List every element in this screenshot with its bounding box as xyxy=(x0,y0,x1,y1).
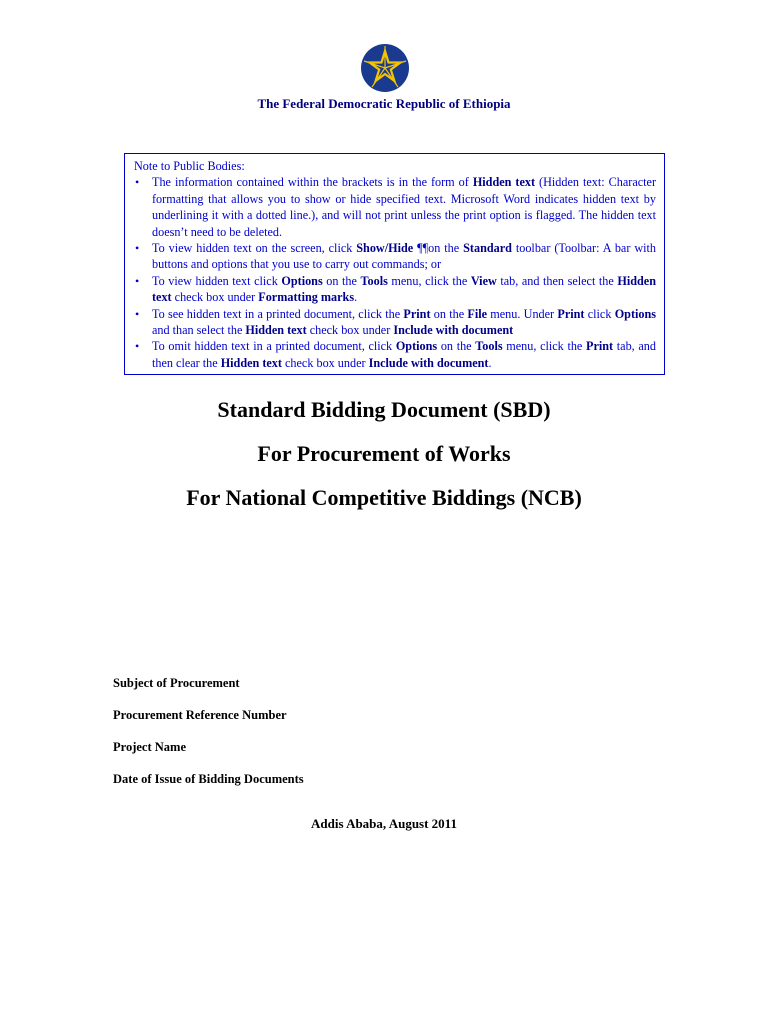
bullet-icon: • xyxy=(135,306,140,321)
document-subtitle-ncb: For National Competitive Biddings (NCB) xyxy=(186,485,582,510)
field-procurement-reference-number: Procurement Reference Number xyxy=(113,708,287,722)
bullet-icon: • xyxy=(135,339,140,354)
note-heading: Note to Public Bodies: xyxy=(134,159,245,173)
note-item: • To see hidden text in a printed document, click the Print on the File menu. Under Print click Options and than select the Hidden text check box under Include with document xyxy=(135,306,657,338)
note-item: • To omit hidden text in a printed document, click Options on the Tools menu, click the Print tab, and then clear the Hidden text check box under Include with document. xyxy=(135,339,656,370)
document-title: Standard Bidding Document (SBD) xyxy=(217,397,551,422)
field-date-of-issue: Date of Issue of Bidding Documents xyxy=(113,772,304,786)
republic-name: The Federal Democratic Republic of Ethiopia xyxy=(257,96,511,111)
bullet-icon: • xyxy=(135,241,140,256)
ethiopian-star-emblem-icon xyxy=(360,43,410,93)
field-project-name: Project Name xyxy=(113,740,186,754)
note-item: • The information contained within the brackets is in the form of Hidden text (Hidden text: Character formatting that allows you to show or hide specified text. Microsoft Word indicates hidden text by underlining it with a dotted line.), and will not print unless the print option is flagged. The hidden text doesn’t need to be deleted. xyxy=(135,175,656,239)
bullet-icon: • xyxy=(135,175,140,190)
note-item: • To view hidden text click Options on the Tools menu, click the View tab, and then select the Hidden text check box under Formatting marks. xyxy=(135,273,656,305)
place-and-date: Addis Ababa, August 2011 xyxy=(311,816,457,831)
field-subject-of-procurement: Subject of Procurement xyxy=(113,676,240,690)
document-subtitle-works: For Procurement of Works xyxy=(257,441,511,466)
note-item: • To view hidden text on the screen, click Show/Hide ¶¶on the Standard toolbar (Toolbar: A bar with buttons and options that you use to carry out commands; or xyxy=(135,241,656,272)
note-list xyxy=(134,174,656,371)
note-to-public-bodies-box xyxy=(124,153,665,375)
bullet-icon: • xyxy=(135,273,140,288)
